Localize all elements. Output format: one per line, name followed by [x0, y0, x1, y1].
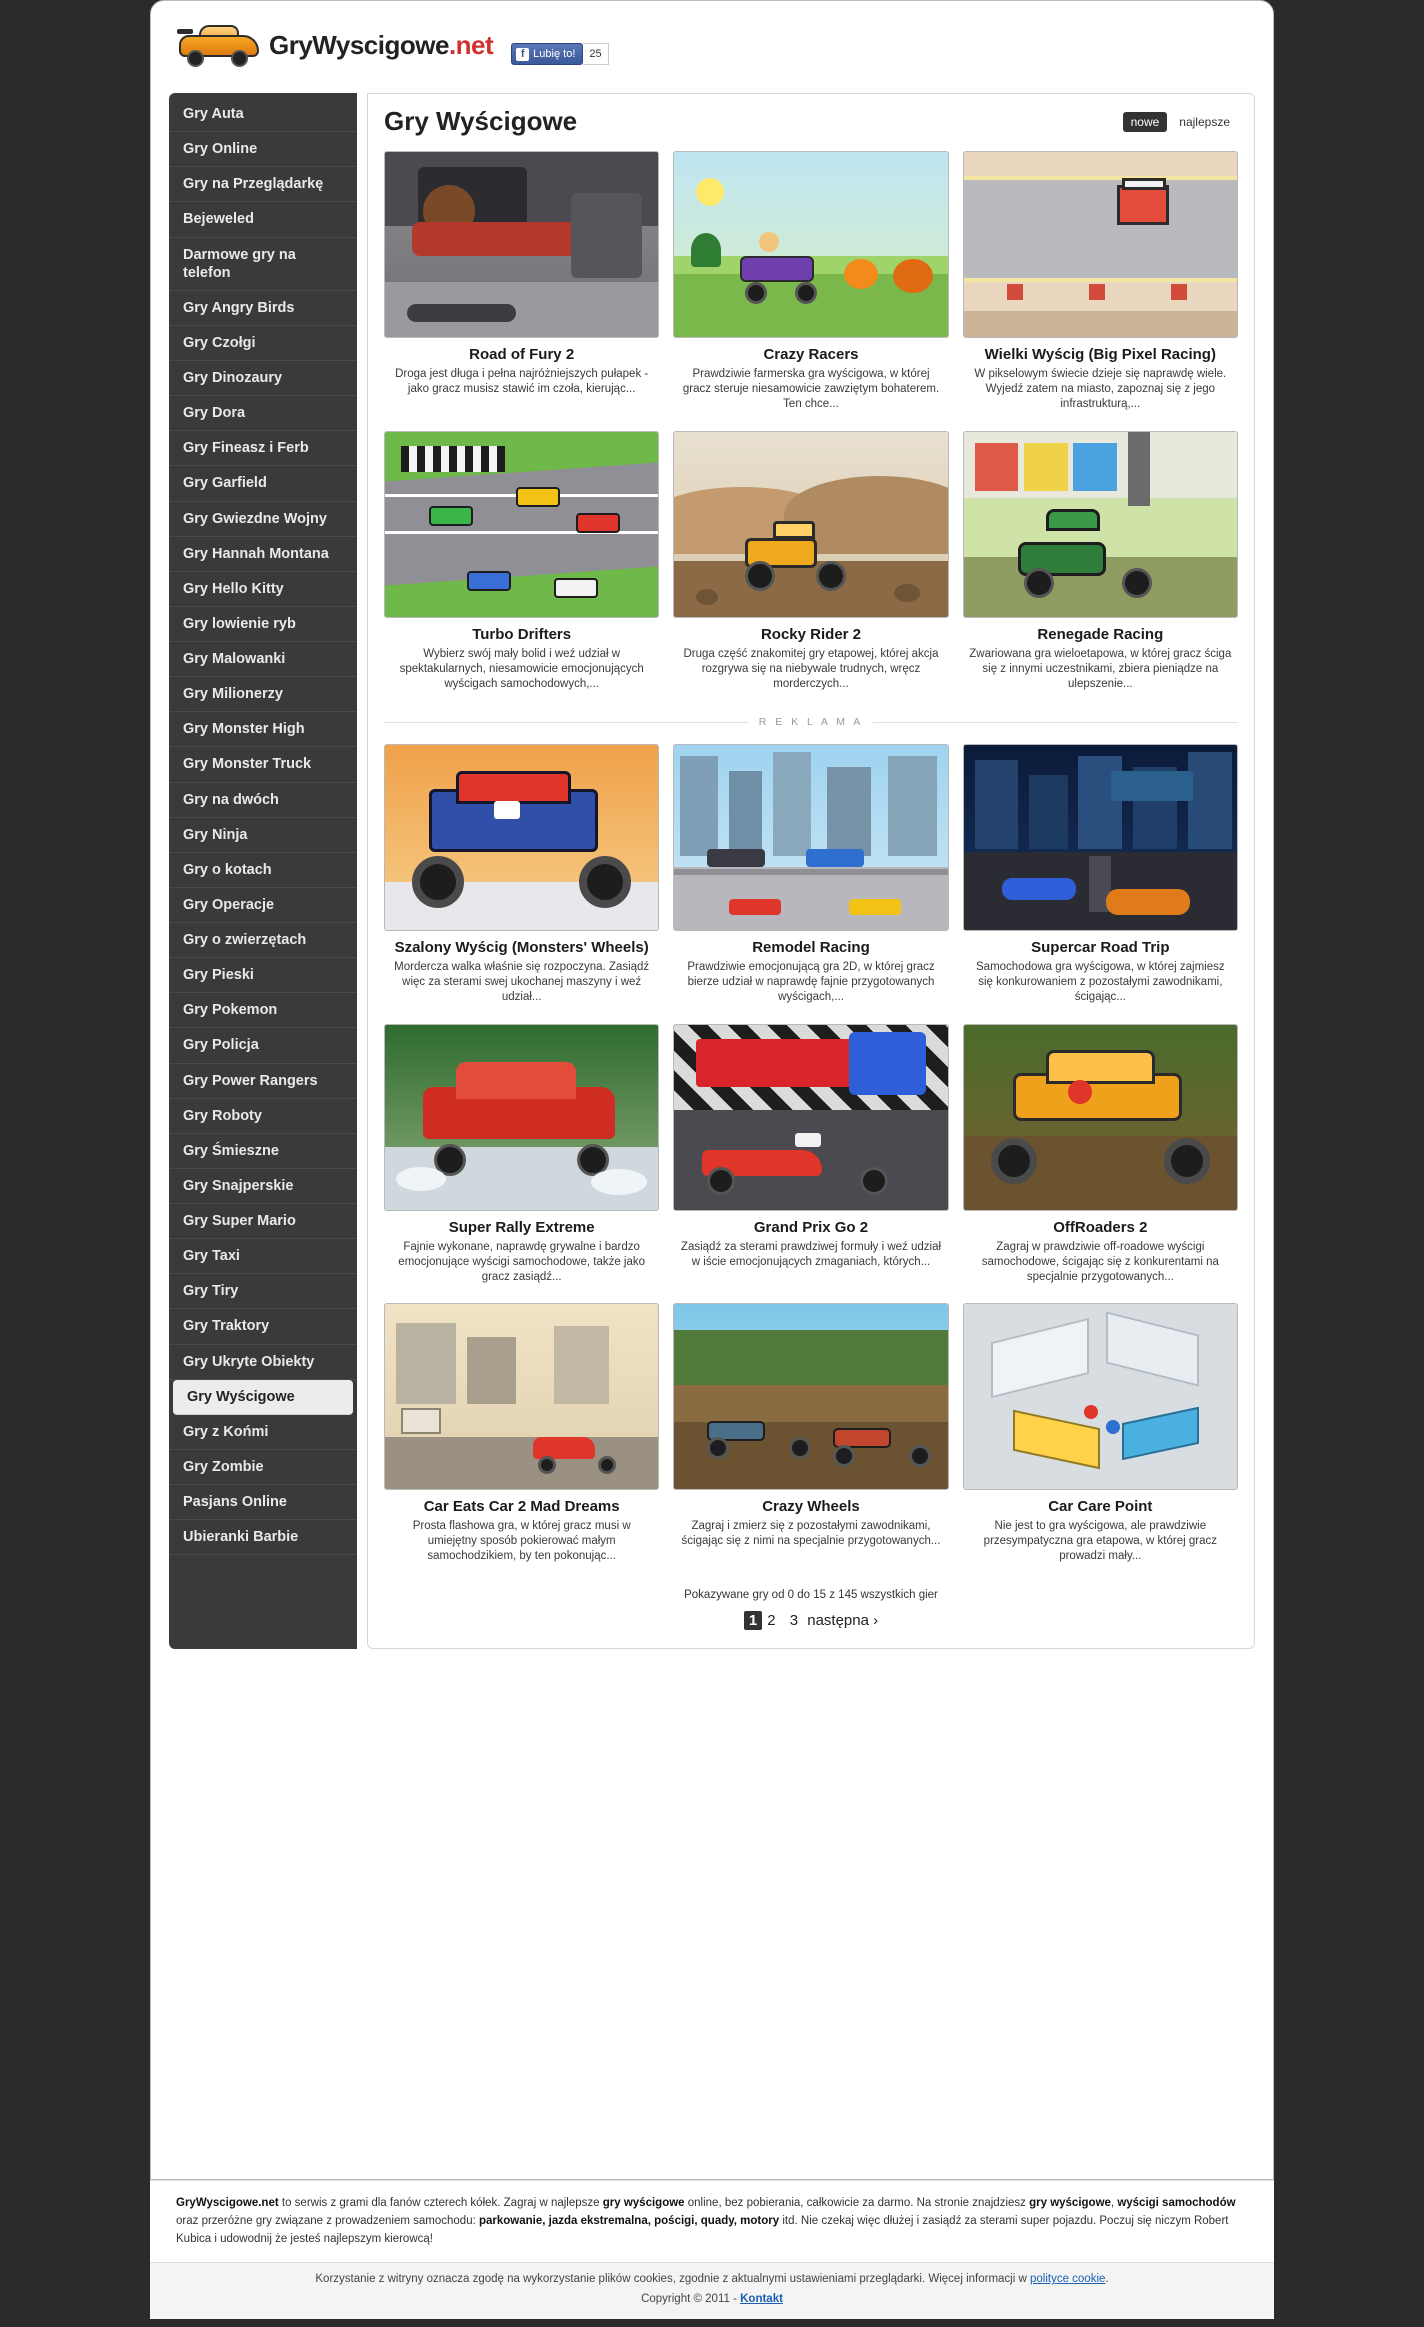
game-thumbnail-crazy-wheels[interactable]: [673, 1303, 948, 1490]
game-card: [673, 151, 948, 431]
game-title[interactable]: Wielki Wyścig (Big Pixel Racing): [984, 346, 1216, 363]
copyright-text: Copyright © 2011 -: [641, 2293, 741, 2306]
facebook-like-label: Lubię to!: [533, 48, 576, 60]
game-thumbnail-car-eats-car-2[interactable]: [384, 1303, 659, 1490]
game-thumbnail-rocky-rider-2[interactable]: [673, 431, 948, 618]
results-info: Pokazywane gry od 0 do 15 z 145 wszystkich gier: [684, 1588, 938, 1601]
game-thumbnail-wielki-wyscig[interactable]: [963, 151, 1238, 338]
sort-nowe[interactable]: nowe: [1123, 112, 1168, 132]
contact-link[interactable]: Kontakt: [740, 2293, 783, 2306]
game-thumbnail-super-rally-extreme[interactable]: [384, 1024, 659, 1211]
game-description: Nie jest to gra wyścigowa, ale prawdziwie przesympatyczna gra etapowa, w której gracz prowadzi mały...: [983, 1520, 1217, 1563]
sidebar-item-gry-o-kotach[interactable]: Gry o kotach: [169, 853, 357, 888]
sidebar-item-gry-malowanki[interactable]: Gry Malowanki: [169, 642, 357, 677]
game-description: W pikselowym świecie dzieje się naprawdę wiele. Wyjedź zatem na miasto, zapoznaj się z jego infrastrukturą,...: [974, 368, 1227, 411]
sidebar-item-gry-z-konmi[interactable]: Gry z Końmi: [169, 1415, 357, 1450]
game-thumbnail-crazy-racers[interactable]: [673, 151, 948, 338]
game-card: [963, 744, 1238, 1024]
logo-text-main: GryWyscigowe: [269, 29, 449, 60]
sidebar-item-gry-gwiezdne-wojny[interactable]: Gry Gwiezdne Wojny: [169, 502, 357, 537]
seo-bold-2: gry wyścigowe: [1029, 2197, 1111, 2209]
game-description: Zagraj i zmierz się z pozostałymi zawodnikami, ścigając się z nimi na specjalnie przygotowanych...: [681, 1520, 941, 1548]
sidebar-item-gry-hello-kitty[interactable]: Gry Hello Kitty: [169, 572, 357, 607]
seo-text-3: ,: [1110, 2197, 1118, 2209]
game-thumbnail-szalony-wyscig[interactable]: [384, 744, 659, 931]
game-title[interactable]: Road of Fury 2: [469, 346, 575, 363]
game-title[interactable]: Car Care Point: [1048, 1498, 1153, 1516]
game-description: Prosta flashowa gra, w której gracz musi w umiejętny sposób pokierować małym samochodzikiem, by ten pokonując...: [412, 1520, 631, 1563]
facebook-like-widget[interactable]: [511, 43, 608, 65]
logo-text-suffix: .net: [448, 29, 494, 60]
game-title[interactable]: Rocky Rider 2: [760, 625, 862, 643]
sidebar-item-gry-dora[interactable]: Gry Dora: [169, 396, 357, 431]
sidebar-item-gry-na-przegladarke[interactable]: Gry na Przeglądarkę: [169, 167, 357, 202]
seo-bold-3: wyścigi samochodów: [1117, 2197, 1236, 2209]
sort-najlepsze[interactable]: najlepsze: [1179, 114, 1230, 129]
game-card: [963, 431, 1238, 711]
seo-text-4: oraz przeróżne gry związane z prowadzeniem samochodu:: [176, 2214, 479, 2227]
sidebar-item-pasjans-online[interactable]: Pasjans Online: [169, 1485, 357, 1520]
sidebar-item-gry-policja[interactable]: Gry Policja: [169, 1028, 357, 1063]
cookie-text-before: Korzystanie z witryny oznacza zgodę na wykorzystanie plików cookies, zgodnie z aktualnymi ustawieniami przeglądarki. Więcej informacji w: [315, 2273, 1030, 2286]
sidebar-item-gry-snajperskie[interactable]: Gry Snajperskie: [169, 1169, 357, 1204]
page-2-button[interactable]: 2: [767, 1611, 776, 1629]
sidebar-item-gry-monster-high[interactable]: Gry Monster High: [169, 712, 357, 747]
game-description: Mordercza walka właśnie się rozpoczyna. Zasiądź więc za sterami swej ukochanej maszyny i weź udział...: [394, 961, 650, 1004]
content-area: [151, 93, 1273, 1669]
game-thumbnail-renegade-racing[interactable]: [963, 431, 1238, 618]
sidebar-item-gry-milionerzy[interactable]: Gry Milionerzy: [169, 677, 357, 712]
sidebar-item-gry-monster-truck[interactable]: Gry Monster Truck: [169, 747, 357, 782]
sidebar-item-gry-na-dwoch[interactable]: Gry na dwóch: [169, 783, 357, 818]
facebook-like-count: 25: [583, 43, 608, 65]
game-card: [384, 1024, 659, 1304]
sidebar-item-gry-roboty[interactable]: Gry Roboty: [169, 1099, 357, 1134]
game-title[interactable]: Turbo Drifters: [472, 625, 572, 643]
sidebar-item-gry-smieszne[interactable]: Gry Śmieszne: [169, 1134, 357, 1169]
game-card: [673, 431, 948, 711]
sidebar-item-darmowe-gry-na-telefon[interactable]: Darmowe gry na telefon: [169, 238, 357, 291]
sidebar-item-gry-taxi[interactable]: Gry Taxi: [169, 1239, 357, 1274]
game-card: [384, 151, 659, 431]
game-title[interactable]: Renegade Racing: [1037, 625, 1164, 643]
sidebar-item-gry-fineasz-i-ferb[interactable]: Gry Fineasz i Ferb: [169, 431, 357, 466]
facebook-like-button[interactable]: [511, 43, 583, 65]
game-description: Zagraj w prawdziwie off-roadowe wyścigi samochodowe, ścigając się z konkurentami na specjalnie przygotowanych...: [981, 1240, 1219, 1283]
sidebar-item-gry-ninja[interactable]: Gry Ninja: [169, 818, 357, 853]
seo-bold-1: gry wyścigowe: [602, 2197, 685, 2209]
sidebar-item-gry-power-rangers[interactable]: Gry Power Rangers: [169, 1064, 357, 1099]
seo-text-2: online, bez pobierania, całkowicie za darmo. Na stronie znajdziesz: [684, 2197, 1030, 2209]
sidebar-item-gry-tiry[interactable]: Gry Tiry: [169, 1274, 357, 1309]
copyright-bar: [150, 2289, 1274, 2319]
cookie-policy-link[interactable]: polityce cookie: [1029, 2273, 1106, 2286]
sidebar-item-gry-czolgi[interactable]: Gry Czołgi: [169, 326, 357, 361]
orange-sports-car-icon: [177, 21, 261, 69]
main-header: [384, 106, 1238, 137]
sidebar-item-ubieranki-barbie[interactable]: Ubieranki Barbie: [169, 1520, 357, 1555]
game-description: Samochodowa gra wyścigowa, w której zajmiesz się konkurowaniem z pozostałymi zawodnikami, ścigając...: [976, 961, 1225, 1004]
sidebar-item-bejeweled[interactable]: Bejeweled: [169, 202, 357, 237]
sidebar-item-gry-ukryte-obiekty[interactable]: Gry Ukryte Obiekty: [169, 1345, 357, 1380]
game-card: [963, 1024, 1238, 1304]
site-frame: [150, 0, 1274, 2180]
game-card: [673, 1303, 948, 1583]
game-description: Droga jest długa i pełna najróżniejszych pułapek - jako gracz musisz stawić im czoła, kierując...: [395, 368, 649, 396]
seo-brand: GryWyscigowe.net: [176, 2197, 279, 2209]
sidebar-item-gry-auta[interactable]: Gry Auta: [169, 97, 357, 132]
game-thumbnail-road-of-fury-2[interactable]: [384, 151, 659, 338]
game-card: [963, 151, 1238, 431]
sidebar-item-gry-pieski[interactable]: Gry Pieski: [169, 958, 357, 993]
sidebar-item-gry-operacje[interactable]: Gry Operacje: [169, 888, 357, 923]
games-grid: [384, 151, 1238, 1583]
sidebar-item-gry-wyscigowe[interactable]: Gry Wyścigowe: [173, 1380, 353, 1415]
sidebar-item-gry-online[interactable]: Gry Online: [169, 132, 357, 167]
game-title[interactable]: Grand Prix Go 2: [753, 1218, 869, 1236]
game-title[interactable]: OffRoaders 2: [1053, 1218, 1148, 1236]
game-card: [673, 744, 948, 1024]
sidebar-item-gry-o-zwierzetach[interactable]: Gry o zwierzętach: [169, 923, 357, 958]
next-page-button[interactable]: następna ›: [807, 1611, 879, 1629]
game-card: [384, 431, 659, 711]
sidebar-nav: [169, 93, 357, 1649]
game-card: [384, 744, 659, 1024]
sidebar-item-gry-lowienie-ryb[interactable]: Gry lowienie ryb: [169, 607, 357, 642]
game-thumbnail-grand-prix-go-2[interactable]: [673, 1024, 948, 1211]
facebook-f-icon: f: [516, 48, 529, 61]
sidebar-item-gry-zombie[interactable]: Gry Zombie: [169, 1450, 357, 1485]
game-description: Prawdziwie farmerska gra wyścigowa, w której gracz steruje niesamowicie zawziętym bohaterem. Ten chce...: [682, 368, 940, 411]
seo-text-5: itd. Nie czekaj więc dłużej i zasiądź za sterami super pojazdu. Poczuj się niczym Robert Kubica i udowodnij że jesteś najlepszym kierowcą!: [176, 2214, 1229, 2245]
game-title[interactable]: Supercar Road Trip: [1031, 939, 1170, 957]
sidebar-item-gry-hannah-montana[interactable]: Gry Hannah Montana: [169, 537, 357, 572]
page-title: Gry Wyścigowe: [384, 106, 578, 136]
pagination: [384, 1611, 1238, 1630]
seo-bold-4: parkowanie, jazda ekstremalna, pościgi, quady, motory: [478, 2214, 780, 2227]
game-card: [673, 1024, 948, 1304]
game-card: [384, 1303, 659, 1583]
site-header: [151, 11, 1273, 93]
seo-text-1: to serwis z grami dla fanów czterech kółek. Zagraj w najlepsze: [278, 2197, 603, 2209]
sort-controls: [1123, 112, 1238, 132]
sidebar-item-gry-pokemon[interactable]: Gry Pokemon: [169, 993, 357, 1028]
game-title[interactable]: Szalony Wyścig (Monsters' Wheels): [394, 939, 649, 957]
sidebar-item-gry-traktory[interactable]: Gry Traktory: [169, 1309, 357, 1344]
game-title[interactable]: Crazy Wheels: [762, 1498, 860, 1516]
game-description: Druga część znakomitej gry etapowej, której akcja rozgrywa się na niebywale trudnych, wręcz morderczych...: [683, 647, 939, 690]
game-title[interactable]: Remodel Racing: [752, 939, 870, 957]
game-title[interactable]: Super Rally Extreme: [448, 1218, 595, 1236]
sidebar-item-gry-garfield[interactable]: Gry Garfield: [169, 466, 357, 501]
game-thumbnail-remodel-racing[interactable]: [673, 744, 948, 931]
game-description: Wybierz swój mały bolid i weź udział w spektakularnych, niesamowicie emocjonujących wyścigach samochodowych,...: [399, 647, 644, 690]
seo-text-block: [150, 2180, 1274, 2262]
page-3-button[interactable]: 3: [789, 1611, 799, 1629]
game-description: Fajnie wykonane, naprawdę grywalne i bardzo emocjonujące wyścigi samochodowe, także jako gracz zasiądź...: [398, 1240, 646, 1283]
game-title[interactable]: Crazy Racers: [763, 346, 859, 363]
main-content: [367, 93, 1255, 1649]
advertisement-separator: [384, 710, 1238, 744]
game-thumbnail-turbo-drifters[interactable]: [384, 431, 659, 618]
game-title[interactable]: Car Eats Car 2 Mad Dreams: [423, 1498, 620, 1516]
cookie-notice: [150, 2262, 1274, 2289]
advertisement-label: R E K L A M A: [749, 716, 874, 728]
sidebar-item-gry-angry-birds[interactable]: Gry Angry Birds: [169, 291, 357, 326]
sidebar-item-gry-super-mario[interactable]: Gry Super Mario: [169, 1204, 357, 1239]
sidebar-item-gry-dinozaury[interactable]: Gry Dinozaury: [169, 361, 357, 396]
page-1-button[interactable]: 1: [744, 1611, 762, 1630]
site-logo[interactable]: [177, 21, 493, 69]
logo-text: [269, 30, 493, 61]
game-card: [963, 1303, 1238, 1583]
game-description: Prawdziwie emocjonującą gra 2D, w której gracz bierze udział w naprawdę fajnie przygotowanych wyścigach,...: [687, 961, 935, 1004]
cookie-text-after: .: [1105, 2273, 1109, 2286]
game-description: Zwariowana gra wieloetapowa, w której gracz ściga się z innymi uczestnikami, zbiera pieniądze na ulepszenie...: [969, 647, 1232, 690]
game-description: Zasiądź za sterami prawdziwej formuły i weź udział w iście emocjonujących zmaganiach, których...: [680, 1240, 942, 1268]
game-thumbnail-car-care-point[interactable]: [963, 1303, 1238, 1490]
game-thumbnail-supercar-road-trip[interactable]: [963, 744, 1238, 931]
game-thumbnail-offroaders-2[interactable]: [963, 1024, 1238, 1211]
